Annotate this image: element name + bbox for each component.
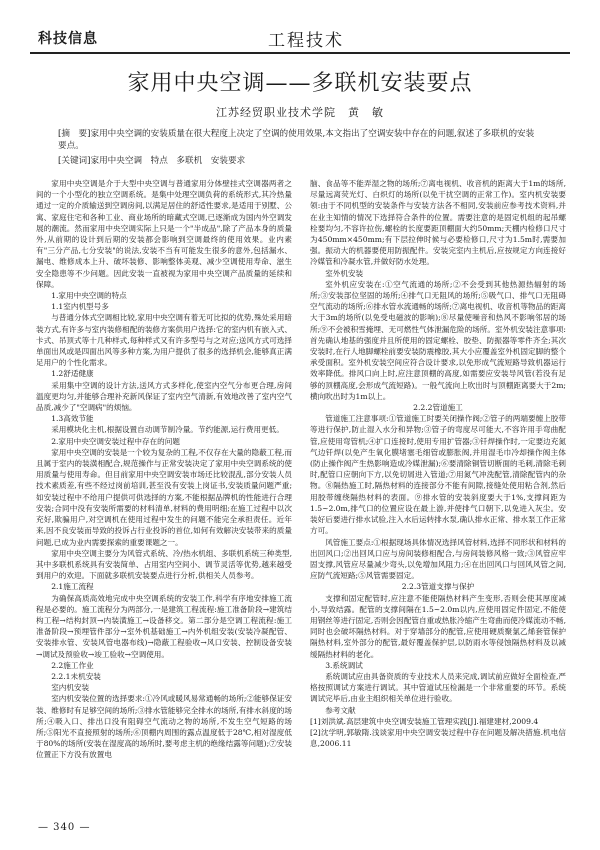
section-heading: 2.2.2管道施工 xyxy=(413,403,463,413)
section-heading: 风管施工要点:①根据现场具体情况选择风管材料,选择不同形状和材料的出回风口;②出回风口应与房间装修相配合,与房间装修风格一致;③风管应牢固支撑,风管应尽量减少弯头,以免增加风阻力;④在出回风口与回风风管之间,应防气流短路;⑤风管需要固定。 xyxy=(310,537,566,581)
running-header xyxy=(0,0,600,58)
paragraph: 家用中央空调是介于大型中央空调与普通家用分体壁挂式空调器两者之间的一个小型化的独立空调系统。是集中处理空调负荷的系统形式,其冷热量通过一定的介质输送到空调房间,以满足居住的舒适性要求,是适用于别墅、公寓、家庭住宅和各种工业、商业场所的暗藏式空调,已逐渐成为国内外空调发展的潮流。然而家用中央空调实际上只是一个"半成品",除了产品本身的质量外,从前期的设计到后期的安装都会影响到空调最终的使用效果。业内素有"三分产品,七分安装"的说法,安装不当有可能发生很多的意外,包括漏水、漏电、维修成本上升、破坏装修、影响整体美观、减少空调使用寿命、滋生安全隐患等不少问题。因此安装一直被视为家用中央空调产品质量的延续和保障。 xyxy=(36,179,292,289)
paragraph: 管道施工注意事项:①管道施工时要关闭操作阀;②管子的两端要缠上胶带等进行保护,防止湿入水分和异物;③管子的弯度尽可能大,不容许用手弯曲配管,应使用弯管机;④扩口连接时,使用专用扩管器;③钎焊操作时,一定要边充氮气边钎焊(以免产生氧化膜堵塞毛细管或膨胀阀,并用湿毛巾冷却操作阀主体(防止操作阀产生热影响造成冷媒泄漏);⑥要清除铜管切断面的毛刺,清除毛刺时,配管口应朝向下方,以免切屑进入管道;⑦用氮气冲洗配管,清除配管内的杂物。⑧隔热施工时,隔热材料的连接部分不能有间隙,接缝处使用粘合剂,然后用胶带缠绕隔热材料的表面。⑨排水管的安装斜度要大于1%,支撑间距为1.5~2.0m,排气口的位置应设在最上游,并使排气口朝下,以免进入灰尘。安装好后要进行排水试验,注入水后运转排水泵,确认排水正常、排水泵工作正常方可。 xyxy=(310,414,566,536)
paragraph: [2]沈学明,郭敏隋.浅谈家用中央空调安装过程中存在问题及解决措施.机电信息,2006.11 xyxy=(310,727,566,749)
paragraph: 脑、食品等不能弄湿之物的场所;⑦离电视机、收音机的距离大于1m的场所,尽量远离荧光灯、白炽灯的场所(以免干扰空调的正常工作)。室内机安装要领:由于不同机型的安装条件与安装方法各不相同,安装前应参考技术资料,并在业主知情的情况下选择符合条件的位置。需要注意的是固定机组的起吊螺栓要均匀,不容许拉伤,螺栓的长度要距顶棚面大约50mm;天棚内检修口尺寸为450mm×450mm;有下层拉伸时候与必要检修口,尺寸为1.5m时,需要加强。振动大的机器要使用防振配件。安装完室内主机后,应按规定方向连接好冷媒管和冷凝水管,并做好防水处理。 xyxy=(310,179,566,267)
paragraph: 与普通分体式空调相比较,家用中央空调有着无可比拟的优势,殊处采用暗装方式,有许多与室内装修相配的装修方案供用户选择:它的室内机有嵌入式、卡式、吊顶式等十几种样式,每种样式又有许多型号与之对应;送风方式可选择单面出风或是四面出风等多种方案,为用户提供了很多的选择机会,能够真正满足用户的个性化需求。 xyxy=(36,313,292,368)
abstract: [摘 要]家用中央空调的安装质量在很大程度上决定了空调的使用效果,本文指出了空调安装中存在的问题,叙述了多联机的安装要点。 xyxy=(58,129,535,151)
section-heading: 2.2.1未机安装 xyxy=(51,671,101,681)
right-column xyxy=(310,178,566,834)
left-column xyxy=(36,178,292,794)
author-affiliation: 江苏经贸职业技术学院 黄 敏 xyxy=(216,106,384,119)
section-heading: 室内机安装 xyxy=(51,683,90,693)
journal-name: 科技信息 xyxy=(38,31,98,47)
section-heading: 1.家用中央空调的特点 xyxy=(51,291,127,301)
section-heading: 2.家用中央空调安装过程中存在的问题 xyxy=(51,436,180,446)
section-heading: 2.2.3管道支撑与保护 xyxy=(401,582,475,592)
paragraph: 采用模块化主机,根据设置自动调节制冷量。节约能源,运行费用更低。 xyxy=(51,425,284,435)
section-heading: 1.3高效节能 xyxy=(51,414,94,424)
page-number: — 340 — xyxy=(38,822,91,833)
paragraph: 支撑和固定配管时,应注意不能使隔热材料产生变形,否则会使其厚度减小,导致结露。配管的支撑间隔在1.5~2.0m以内,应使用固定件固定,不能使用钢丝等进行固定,否则会因配管自重或热胀冷缩产生弯曲而使冷媒流动不畅,同时也会破坏隔热材料。对于穿墙部分的配管,应使用硬质聚氯乙烯套管保护隔热材料,室外部分的配管,最好覆盖保护层,以防雨水等侵蚀隔热材料及以减缓隔热材料的老化。 xyxy=(310,593,566,659)
paragraph: 室外机应安装在:①空气流通的场所;②不会受到其他热源热辐射的场所;③安装部位坚固的场所;④排气口无阻风的场所;⑤吸气口、排气口无阻碍空气流动的场所;⑥排水管水流通畅的场所;⑦离电视机、收音机等物品的距离大于3m的场所(以免受电磁波的影响);⑧尽量使噪音和热风不影响邻居的场所;⑨不会被积雪掩埋、无可燃性气体泄漏危险的场所。室外机安装注意事项:首先确认地基的强度并且所使用的固定螺栓、胶垫、防振器等零件齐全;其次安装时,在行人地脚螺栓前要安装防震橡胶,其大小应覆盖室外机固定脚的整个承受面积。室外机安装空间应符合设计要求,以免形成气流短路导致机器运行效率降低。排风口向上时,应注意顶棚的高度,如需要应安装导风管(若没有足够的顶棚高度,会形成气流短路)。一般气流向上吹出时与顶棚距离要大于2m;横向吹出时为1m以上。 xyxy=(310,279,566,401)
section-heading: 1.2舒适健康 xyxy=(51,369,94,379)
paragraph: 为确保高质高效地完成中央空调系统的安装工作,科学有序地安排施工流程是必要的。施工流程分为两部分,一是建筑工程流程:施工准备阶段→建筑结构工程→结构封顶→内装潢施工→设备移交。第二部分是空调工程流程:施工准备阶段→预埋管件部分→室外机基础施工→内外机组安装(安装冷凝配管、安装排水管、安装风管电器布线)→隐蔽工程验收→风口安装、控制设备安装→调试及预验收→竣工验收→空调使用。 xyxy=(36,593,292,659)
section-heading: 2.1施工流程 xyxy=(51,582,94,592)
paragraph: 采用集中空调的设计方法,送风方式多样化,使室内空气分布更合理,房间温度更均匀,并能够合理补充新风保证了室内空气清新,有效地改善了室内空气品质,减少了"空调病"的烦恼。 xyxy=(36,380,292,413)
article-title: 家用中央空调——多联机安装要点 xyxy=(127,71,473,96)
section-heading: 3.系统调试 xyxy=(325,660,363,670)
paragraph: 家用中央空调主要分为风管式系统、冷/热水机组、多联机系统三种类型,其中多联机系统具有安装简单、占用室内空间小、调节灵活等优势,越来越受到用户的欢迎。下面就多联机安装要点进行分析,供相关人员参考。 xyxy=(36,548,292,581)
section-heading: 1.1室内机型号多 xyxy=(51,302,109,312)
section-heading: 室外机安装 xyxy=(325,268,364,278)
section-heading: 参考文献 xyxy=(325,705,356,715)
header-rule xyxy=(30,52,570,54)
paragraph: 系统调试应由具备资质的专业技术人员来完成,调试前应做好全面检查,严格按照调试方案进行调试。其中管道试压检漏是一个非常重要的环节。系统调试完毕后,由业主组织相关单位进行验收。 xyxy=(310,671,566,704)
keywords: [关键词]家用中央空调 特点 多联机 安装要求 xyxy=(58,156,246,166)
paragraph: 室内机安装位置的选择要求:①冷风或暖风易常通畅的场所;②能够保证安装、维修时有足够空间的场所;③排水管能够完全排水的场所,有排水斜度的场所;④吸入口、排出口没有阻碍空气流动之物的场所,不发生空气短路的场所;⑤阳光不直接照射的场所;⑥顶棚内周围的露点温度低于28℃,相对湿度低于80%的场所(安装在湿度高的场所时,要考虑主机的绝缘结露等问题);⑦安装位置正下方没有放置电 xyxy=(36,694,292,760)
paragraph: 家用中央空调的安装是一个较为复杂的工程,不仅存在大量的隐蔽工程,而且属于室内的装潢相配合,规范操作与正常安装决定了家用中央空调系统的使用质量与使用寿命。但目前家用中央空调安装市场还比较混乱,部分安装人员技术素质差,有些不经过岗前培训,甚至没有安装上岗证书,安装质量问题严重;如安装过程中不给用户提供可供选择的方案,不能根据品牌机的性能进行合理安装;合同中没有安装所需要的材料清单,材料的费用明细;在施工过程中以次充好,欺骗用户,对空调机在使用过程中发生的问题不能完全承担责任。近年来,因不良安装而导致的投诉占行业投诉的首位,如何有效解决安装带来的质量问题,已成为业内需要探索的重要课题之一。 xyxy=(36,447,292,547)
section-name: 工程技术 xyxy=(268,31,344,51)
section-heading: 2.2施工作业 xyxy=(51,660,94,670)
abstract-block xyxy=(58,128,542,170)
paragraph: [1]刘洪斌.高层建筑中央空调安装施工管理实践[J].福建建材,2009.4 xyxy=(310,716,539,726)
